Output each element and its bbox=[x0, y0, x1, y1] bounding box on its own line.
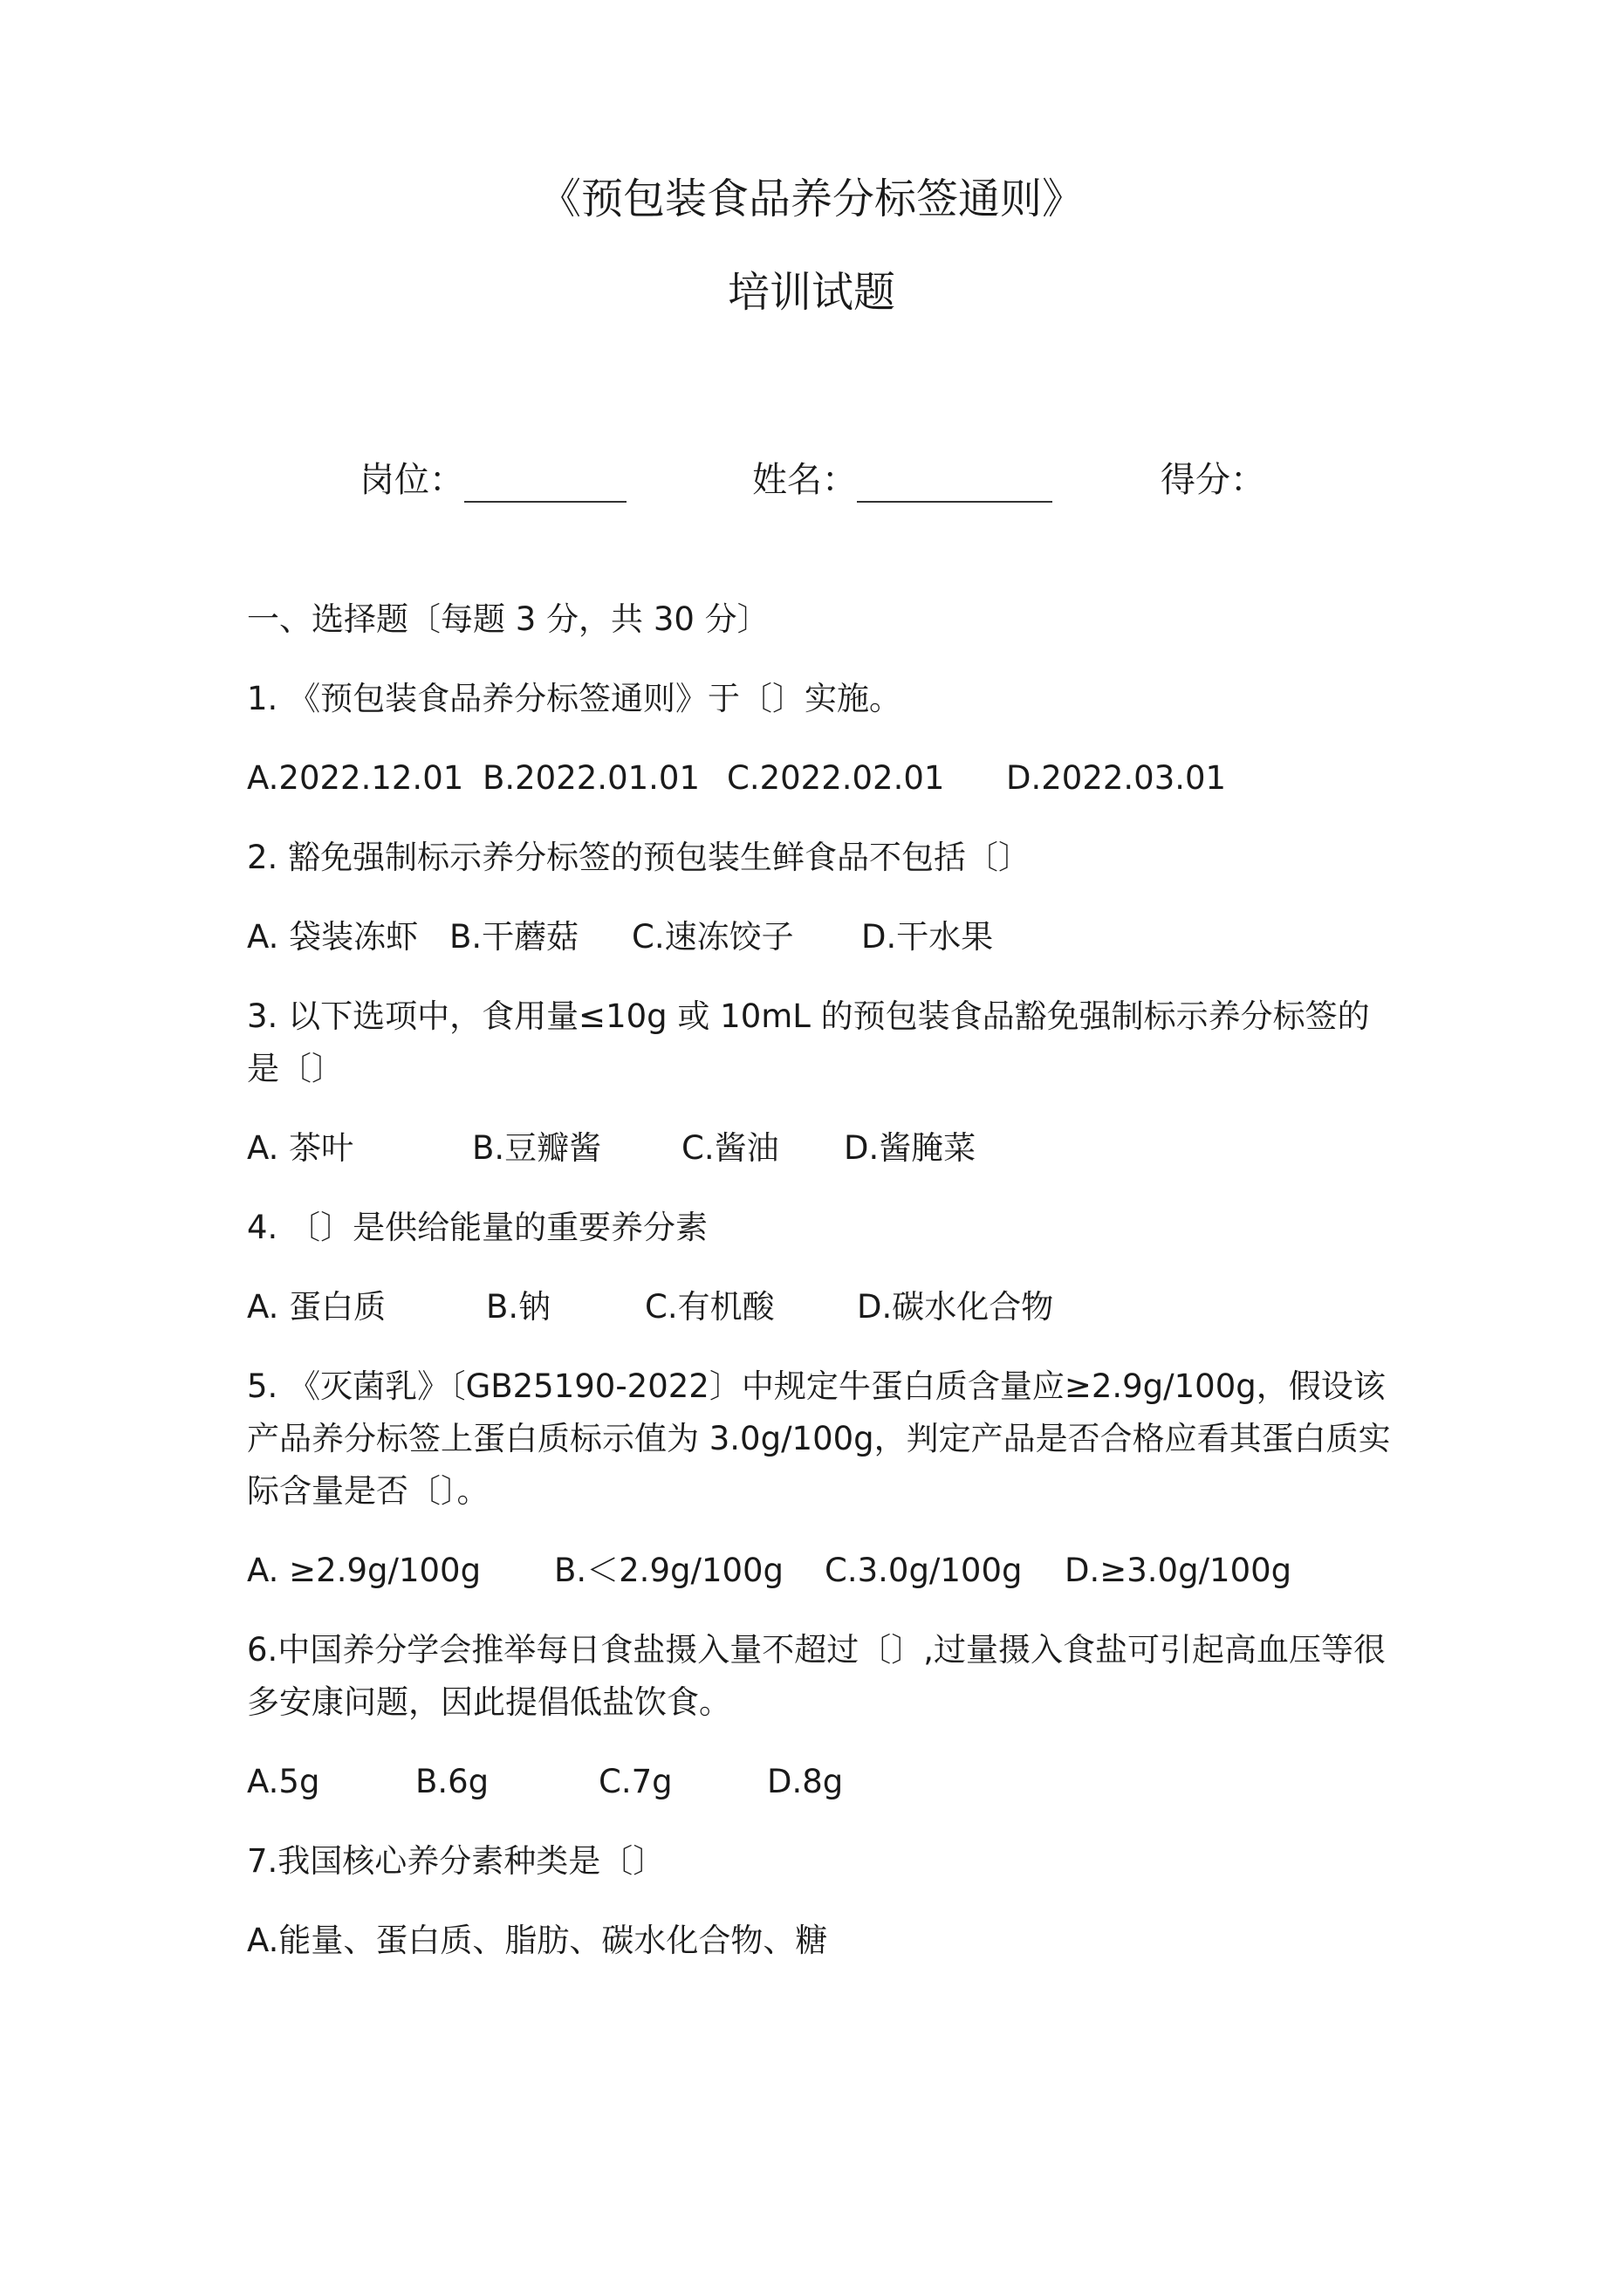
option-a: A. 茶叶 bbox=[247, 1129, 354, 1167]
option-c: C.速冻饺子 bbox=[632, 918, 794, 956]
option-d: D.≥3.0g/100g bbox=[1065, 1552, 1292, 1589]
score-field bbox=[1161, 454, 1265, 506]
question-options bbox=[247, 1281, 1399, 1333]
post-blank-line bbox=[464, 459, 627, 503]
option-d: D.干水果 bbox=[861, 918, 994, 956]
name-field bbox=[752, 454, 1052, 506]
option-c: C.有机酸 bbox=[645, 1288, 775, 1326]
question-options bbox=[247, 1545, 1399, 1597]
option-b: B.豆瓣酱 bbox=[472, 1129, 602, 1167]
post-label: 岗位： bbox=[360, 460, 464, 500]
option-a: A. ≥2.9g/100g bbox=[247, 1552, 482, 1589]
option-c: C.2022.02.01 bbox=[727, 759, 945, 797]
question-stem: 7.我国核心养分素种类是〔〕 bbox=[247, 1842, 666, 1880]
document-title: 《预包装食品养分标签通则》 bbox=[538, 175, 1084, 223]
question-stem: 5. 《灭菌乳》〔GB25190-2022〕中规定牛蛋白质含量应≥2.9g/100g，假设该产品养分标签上蛋白质标示值为 3.0g/100g，判定产品是否合格应看其蛋白质实际含量是否〔〕。 bbox=[247, 1367, 1391, 1510]
question-options bbox=[247, 1122, 1399, 1175]
section-heading: 一、选择题〔每题 3 分，共 30 分〕 bbox=[247, 600, 770, 638]
question-stem: 6.中国养分学会推举每日食盐摄入量不超过〔〕,过量摄入食盐可引起高血压等很多安康问题，因此提倡低盐饮食。 bbox=[247, 1631, 1387, 1721]
option-a: A. 袋装冻虾 bbox=[247, 918, 419, 956]
question-stem: 1. 《预包装食品养分标签通则》于〔〕实施。 bbox=[247, 680, 902, 717]
option-d: D.2022.03.01 bbox=[1006, 759, 1227, 797]
question-content bbox=[247, 593, 1399, 1994]
option-d: D.碳水化合物 bbox=[857, 1288, 1054, 1326]
option-b: B.干蘑菇 bbox=[449, 918, 579, 956]
option-a: A. 蛋白质 bbox=[247, 1288, 387, 1326]
option-c: C.7g bbox=[599, 1763, 673, 1800]
score-label: 得分： bbox=[1161, 460, 1265, 500]
question-options bbox=[247, 1756, 1399, 1808]
option-a: A.能量、蛋白质、脂肪、碳水化合物、糖 bbox=[247, 1922, 828, 1959]
option-b: B.2022.01.01 bbox=[483, 759, 700, 797]
question-stem: 3. 以下选项中，食用量≤10g 或 10mL 的预包装食品豁免强制标示养分标签的是〔〕 bbox=[247, 997, 1370, 1087]
option-b: B.钠 bbox=[486, 1288, 551, 1326]
name-blank-line bbox=[857, 459, 1052, 503]
question-options bbox=[247, 1915, 1399, 1967]
option-a: A.2022.12.01 bbox=[247, 759, 464, 797]
question-options bbox=[247, 752, 1399, 805]
question-options bbox=[247, 911, 1399, 963]
option-d: D.酱腌菜 bbox=[844, 1129, 976, 1167]
question-stem: 4. 〔〕是供给能量的重要养分素 bbox=[247, 1209, 709, 1246]
option-d: D.8g bbox=[767, 1763, 844, 1800]
option-c: C.酱油 bbox=[681, 1129, 779, 1167]
examinee-info-row bbox=[0, 454, 1623, 506]
document-subtitle: 培训试题 bbox=[727, 268, 895, 317]
name-label: 姓名： bbox=[752, 460, 857, 500]
option-b: B.＜2.9g/100g bbox=[554, 1552, 784, 1589]
post-field bbox=[360, 454, 627, 506]
option-b: B.6g bbox=[415, 1763, 490, 1800]
question-stem: 2. 豁免强制标示养分标签的预包装生鲜食品不包括〔〕 bbox=[247, 839, 1031, 876]
option-c: C.3.0g/100g bbox=[825, 1552, 1023, 1589]
option-a: A.5g bbox=[247, 1763, 320, 1800]
